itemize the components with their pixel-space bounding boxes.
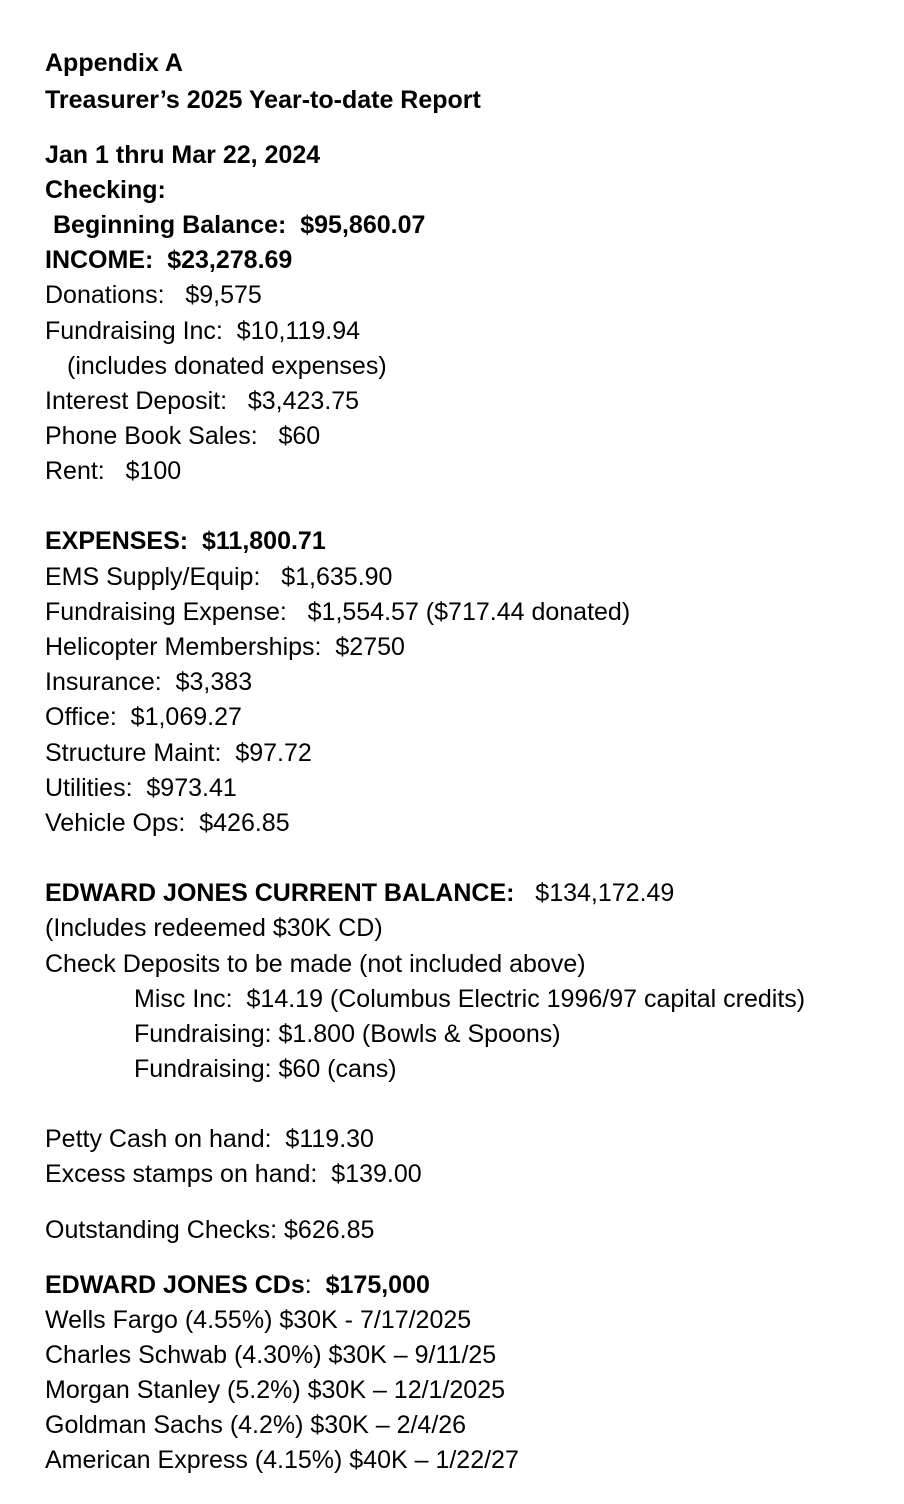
expense-item: Utilities: $973.41 <box>45 774 237 802</box>
expense-item: Insurance: $3,383 <box>45 668 253 696</box>
cds-label: EDWARD JONES CDs <box>45 1271 305 1299</box>
expense-item: Structure Maint: $97.72 <box>45 739 312 767</box>
cds-colon: : <box>304 1271 326 1299</box>
expenses-heading: EXPENSES: $11,800.71 <box>45 527 326 555</box>
expense-item: EMS Supply/Equip: $1,635.90 <box>45 563 393 591</box>
cd-item: Charles Schwab (4.30%) $30K – 9/11/25 <box>45 1341 497 1369</box>
edward-jones-balance-label: EDWARD JONES CURRENT BALANCE: <box>45 879 515 907</box>
period-label: Jan 1 thru Mar 22, 2024 <box>45 141 321 169</box>
cds-total: $175,000 <box>325 1271 430 1299</box>
cd-item: Wells Fargo (4.55%) $30K - 7/17/2025 <box>45 1306 472 1334</box>
expense-item: Helicopter Memberships: $2750 <box>45 633 405 661</box>
edward-jones-note: (Includes redeemed $30K CD) <box>45 914 383 942</box>
cds-heading <box>45 1270 430 1300</box>
income-heading: INCOME: $23,278.69 <box>45 246 293 274</box>
beginning-balance: Beginning Balance: $95,860.07 <box>53 211 426 239</box>
cd-item: Morgan Stanley (5.2%) $30K – 12/1/2025 <box>45 1376 506 1404</box>
income-item: Interest Deposit: $3,423.75 <box>45 387 360 415</box>
outstanding-checks: Outstanding Checks: $626.85 <box>45 1216 375 1244</box>
expense-item: Office: $1,069.27 <box>45 703 242 731</box>
income-item: Phone Book Sales: $60 <box>45 422 321 450</box>
expense-item: Fundraising Expense: $1,554.57 ($717.44 donated) <box>45 598 631 626</box>
deposit-item: Misc Inc: $14.19 (Columbus Electric 1996/97 capital credits) <box>134 985 806 1013</box>
income-item-note: (includes donated expenses) <box>67 352 387 380</box>
deposit-item: Fundraising: $60 (cans) <box>134 1055 397 1083</box>
edward-jones-balance-value: $134,172.49 <box>514 879 675 907</box>
checking-label: Checking: <box>45 176 166 204</box>
cd-item: Goldman Sachs (4.2%) $30K – 2/4/26 <box>45 1411 467 1439</box>
report-title: Treasurer’s 2025 Year-to-date Report <box>45 86 481 114</box>
cd-item: American Express (4.15%) $40K – 1/22/27 <box>45 1446 519 1474</box>
income-item: Fundraising Inc: $10,119.94 <box>45 317 361 345</box>
income-item: Rent: $100 <box>45 457 182 485</box>
edward-jones-balance <box>45 878 674 908</box>
excess-stamps: Excess stamps on hand: $139.00 <box>45 1160 422 1188</box>
expense-item: Vehicle Ops: $426.85 <box>45 809 290 837</box>
deposit-item: Fundraising: $1.800 (Bowls & Spoons) <box>134 1020 561 1048</box>
deposits-heading: Check Deposits to be made (not included above) <box>45 950 586 978</box>
income-item: Donations: $9,575 <box>45 281 262 309</box>
petty-cash: Petty Cash on hand: $119.30 <box>45 1125 374 1153</box>
appendix-label: Appendix A <box>45 49 183 77</box>
